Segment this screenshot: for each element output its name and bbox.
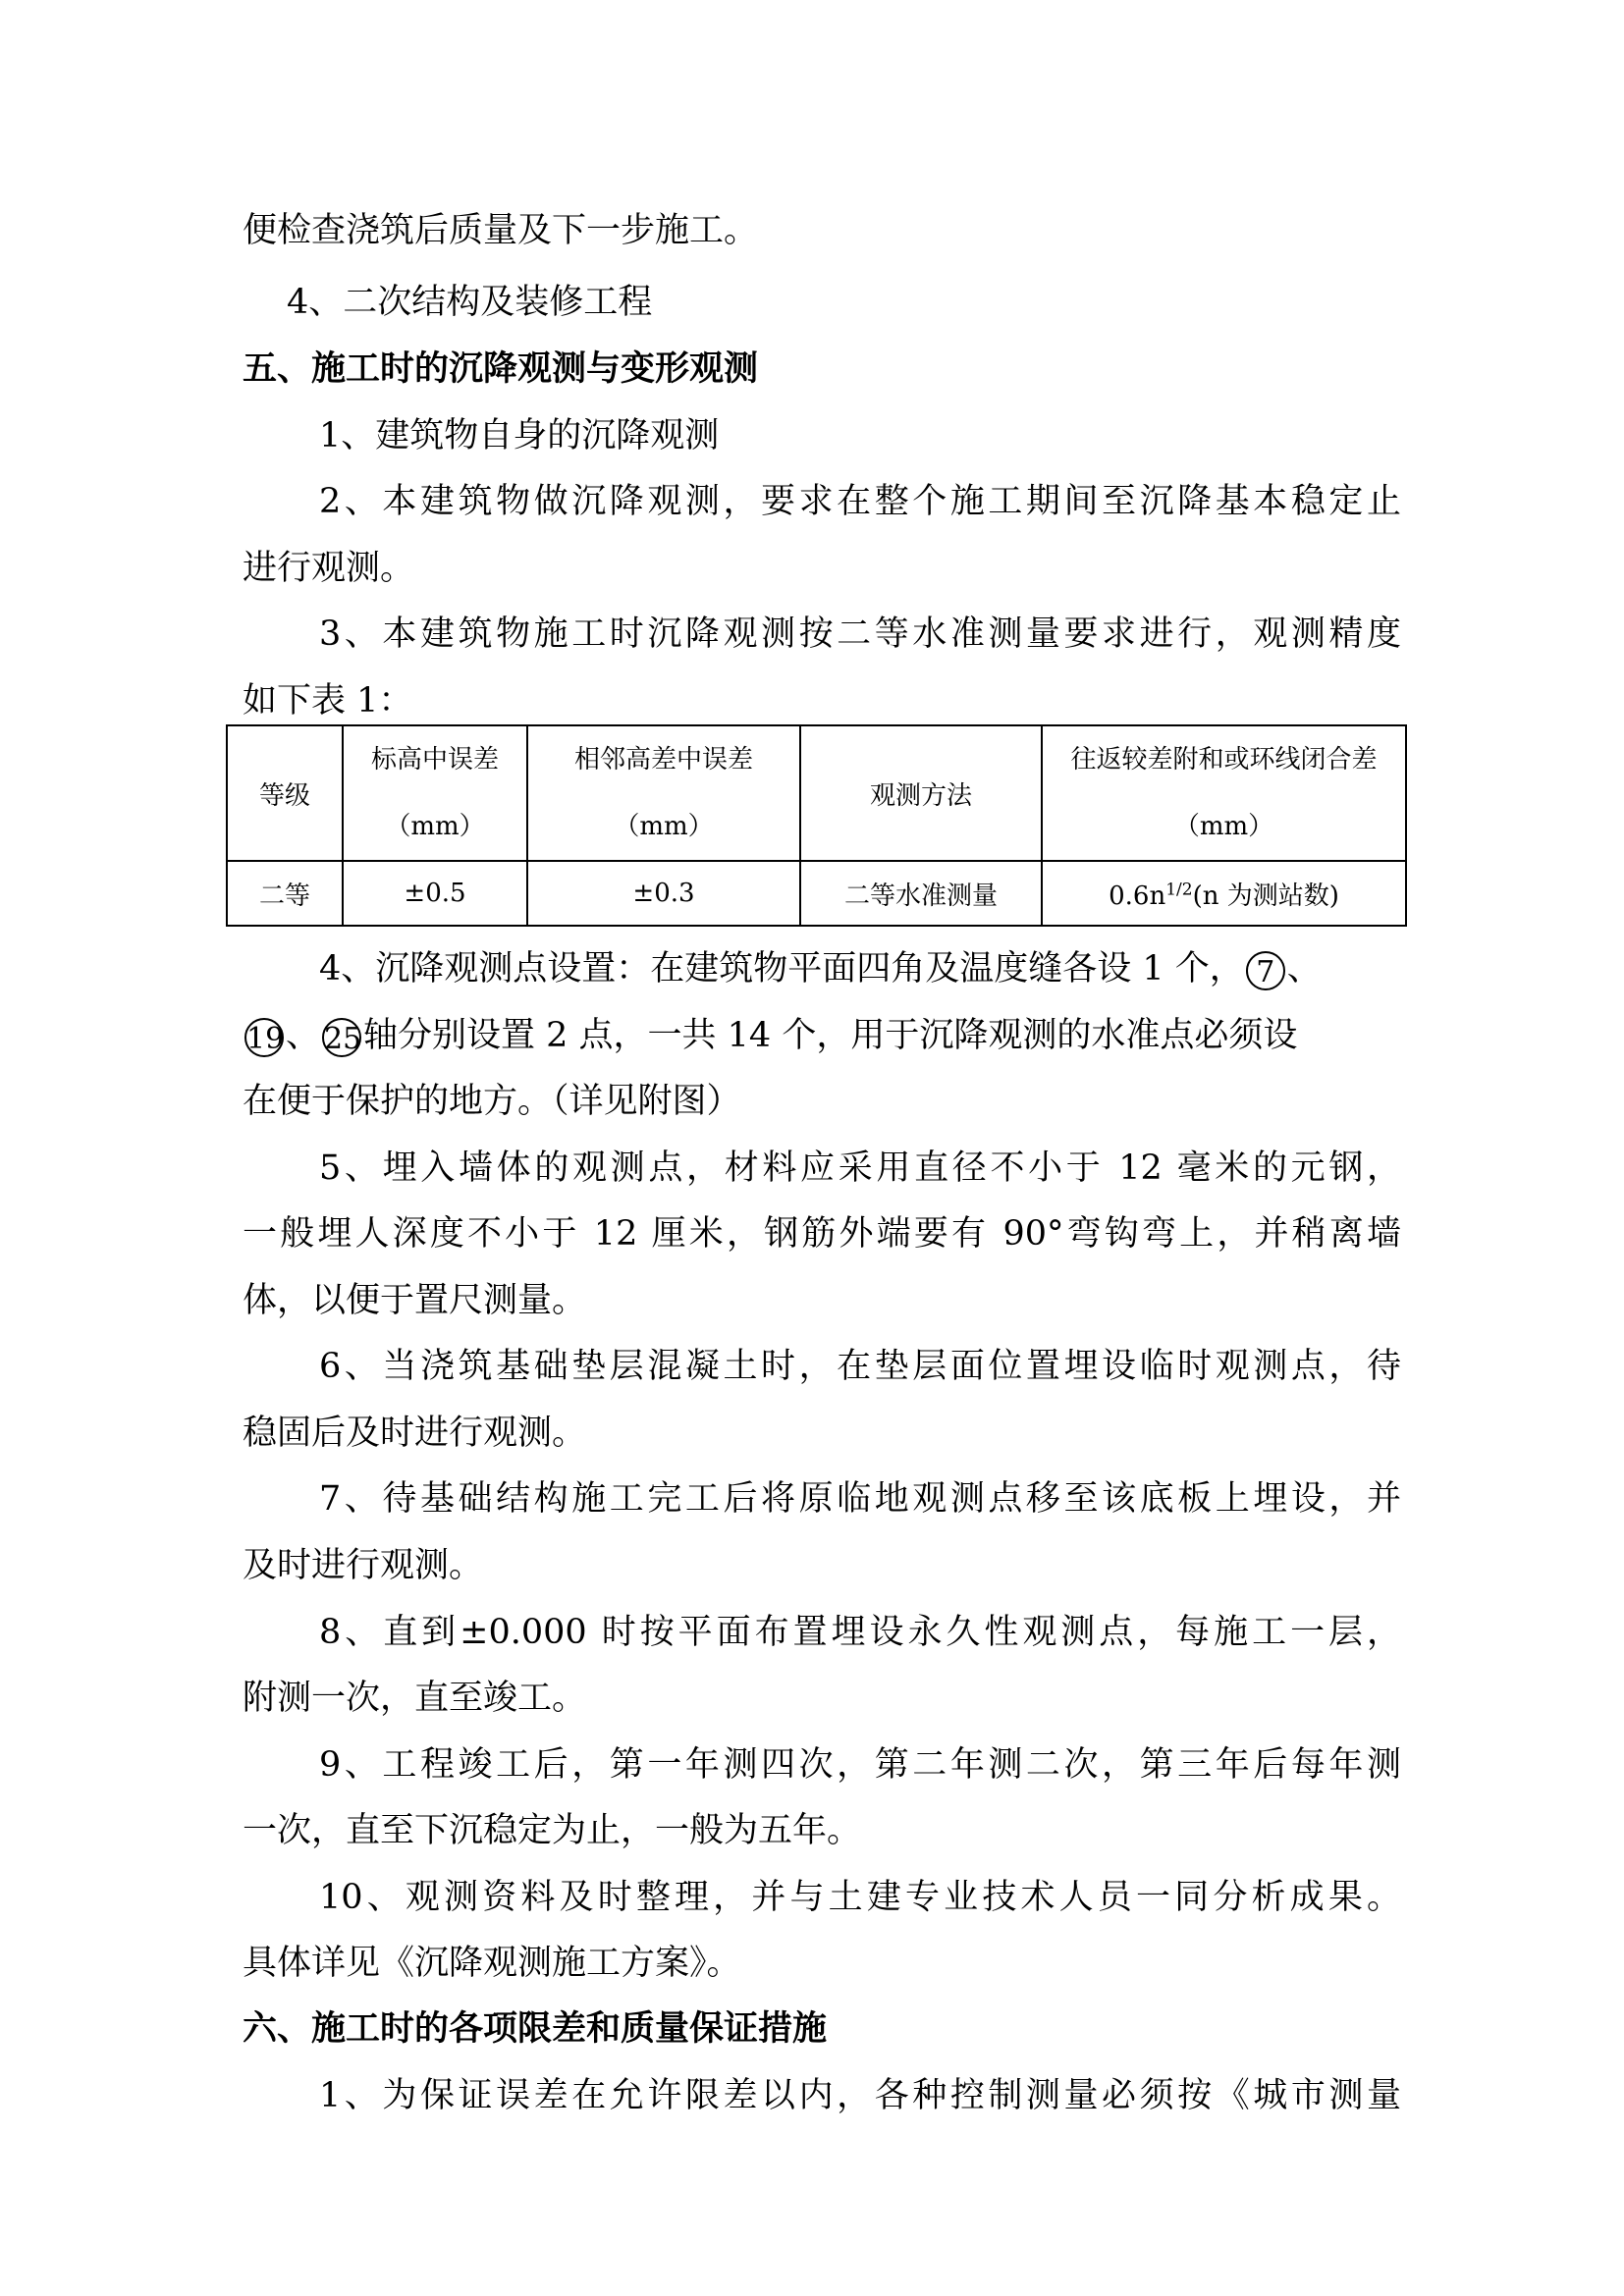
text-line: 9、工程竣工后，第一年测四次，第二年测二次，第三年后每年测 xyxy=(319,1745,1401,1785)
section-heading: 五、施工时的沉降观测与变形观测 xyxy=(243,348,759,389)
text-line: 具体详见《沉降观测施工方案》。 xyxy=(243,1944,741,1983)
text-line: 及时进行观测。 xyxy=(243,1546,484,1585)
text-line: 7、待基础结构施工完工后将原临地观测点移至该底板上埋设，并 xyxy=(319,1479,1401,1519)
cell-closure: $0.6n^{1/2}(n$ 为测站数) xyxy=(1042,861,1406,926)
header-adjacent-error: 相邻高差中误差 （mm） xyxy=(527,725,800,861)
text-line: 2、本建筑物做沉降观测，要求在整个施工期间至沉降基本稳定止 xyxy=(319,482,1401,521)
text-line: 1、为保证误差在允许限差以内，各种控制测量必须按《城市测量 xyxy=(319,2076,1401,2115)
text-line: 稳固后及时进行观测。 xyxy=(243,1414,587,1453)
header-method: 观测方法 xyxy=(800,725,1042,861)
text-line: 一次，直至下沉稳定为止，一般为五年。 xyxy=(243,1811,862,1850)
text-line: 体，以便于置尺测量。 xyxy=(243,1281,587,1320)
text-line: 5、埋入墙体的观测点，材料应采用直径不小于 12 毫米的元钢， xyxy=(319,1148,1401,1188)
cell-elevation-error: ±0.5 xyxy=(343,861,527,926)
text-line: 在便于保护的地方。（详见附图） xyxy=(243,1082,741,1121)
axis-25-marker: 25 xyxy=(322,1018,361,1057)
text-line: 附测一次，直至竣工。 xyxy=(243,1679,587,1718)
text-line: 4、二次结构及装修工程 xyxy=(287,283,653,322)
header-grade: 等级 xyxy=(227,725,343,861)
header-elevation-error: 标高中误差 （mm） xyxy=(343,725,527,861)
text-line: 3、本建筑物施工时沉降观测按二等水准测量要求进行，观测精度 xyxy=(319,614,1401,654)
text-line: 6、当浇筑基础垫层混凝土时，在垫层面位置埋设临时观测点，待 xyxy=(319,1347,1401,1386)
text-line: 4、沉降观测点设置：在建筑物平面四角及温度缝各设 1 个， 7 、 xyxy=(319,949,1322,989)
text-line: 8、直到±0.000 时按平面布置埋设永久性观测点，每施工一层， xyxy=(319,1613,1401,1652)
axis-19-marker: 19 xyxy=(244,1018,284,1057)
text-line: 19、 25轴分别设置 2 点，一共 14 个，用于沉降观测的水准点必须设 xyxy=(246,1016,1298,1056)
text-line: 一般埋人深度不小于 12 厘米，钢筋外端要有 90°弯钩弯上，并稍离墙 xyxy=(243,1214,1401,1254)
table-row xyxy=(227,861,1406,926)
cell-grade: 二等 xyxy=(227,861,343,926)
text-line: 如下表 1： xyxy=(243,681,413,721)
text-line: 10、观测资料及时整理，并与土建专业技术人员一同分析成果。 xyxy=(319,1878,1401,1917)
axis-7-marker: 7 xyxy=(1246,951,1285,990)
text-line: 1、建筑物自身的沉降观测 xyxy=(319,416,720,455)
cell-method: 二等水准测量 xyxy=(800,861,1042,926)
table-header-row xyxy=(227,725,1406,861)
precision-table xyxy=(226,724,1407,927)
section-heading: 六、施工时的各项限差和质量保证措施 xyxy=(243,2008,828,2049)
cell-adjacent-error: ±0.3 xyxy=(527,861,800,926)
header-closure: 往返较差附和或环线闭合差 （mm） xyxy=(1042,725,1406,861)
text-line: 进行观测。 xyxy=(243,549,415,588)
text-line: 便检查浇筑后质量及下一步施工。 xyxy=(243,211,759,250)
